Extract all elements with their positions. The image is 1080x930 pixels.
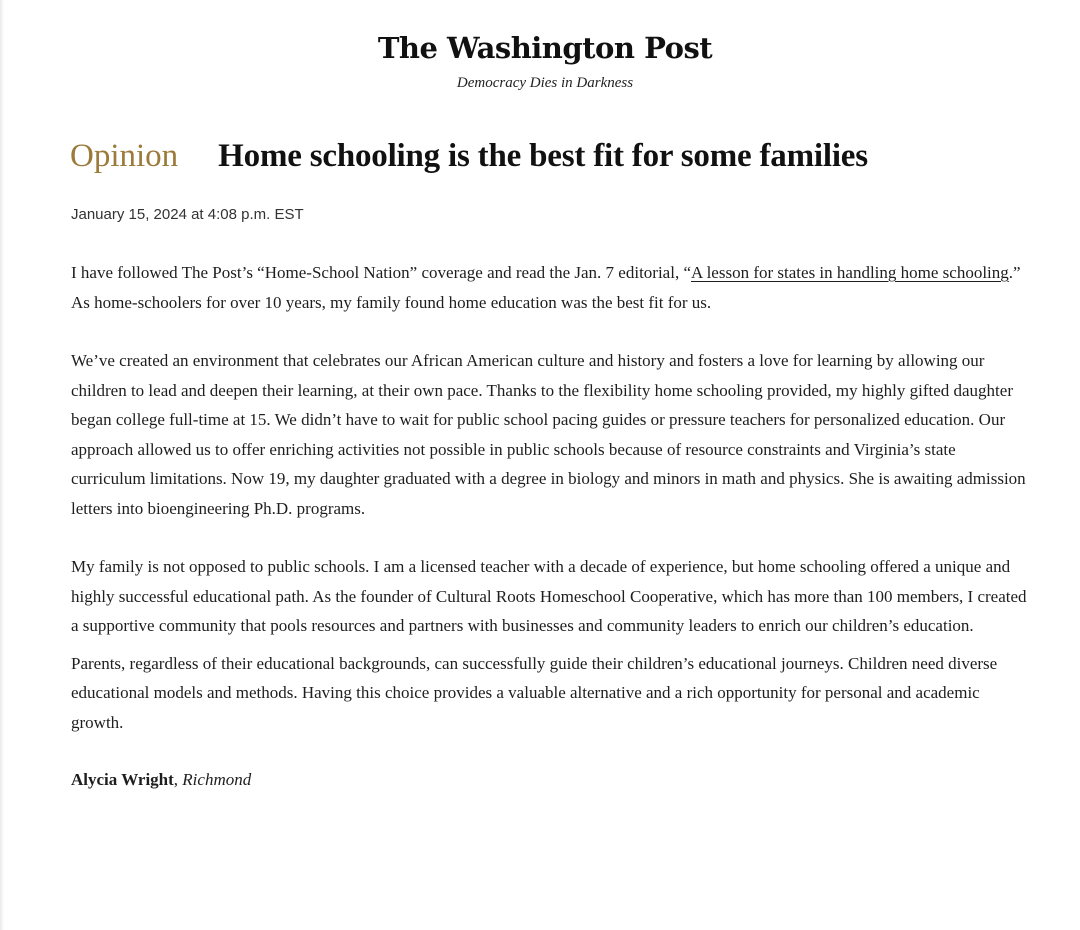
publication-logo[interactable]: The Washington Post	[377, 31, 713, 65]
paragraph-3: My family is not opposed to public schools. I am a licensed teacher with a decade of experience, but home schooling offered a unique and highly successful educational path. As the founder of Cultural Roots Homeschool Cooperative, which has more than 100 members, I created a supportive community that pools resources and partners with businesses and community leaders to enrich our children’s education.	[71, 557, 1027, 635]
paragraph-1-text-end: .” As home-schoolers for over 10 years, my family found home education was the best fit for us.	[71, 263, 1021, 312]
letter-signature	[71, 765, 1031, 795]
paragraph-2: We’ve created an environment that celebrates our African American culture and history and fosters a love for learning by allowing our children to lead and deepen their learning, at their own pace. Thanks to the flexibility home schooling provided, my highly gifted daughter began college full-time at 15. We didn’t have to wait for public school pacing guides or pressure teachers for personalized education. Our approach allowed us to offer enriching activities not possible in public schools because of resource constraints and Virginia’s state curriculum limitations. Now 19, my daughter graduated with a degree in biology and minors in math and physics. She is awaiting admission letters into bioengineering Ph.D. programs.	[71, 351, 1026, 518]
masthead	[0, 28, 1080, 92]
page-edge	[0, 0, 4, 930]
author-name: Alycia Wright	[71, 770, 174, 789]
author-location: Richmond	[182, 770, 252, 789]
section-kicker[interactable]: Opinion	[70, 138, 179, 174]
paragraph-1	[71, 258, 1031, 317]
editorial-link[interactable]: A lesson for states in handling home schooling	[691, 263, 1009, 282]
publication-tagline: Democracy Dies in Darkness	[456, 75, 634, 91]
paragraph-4: Parents, regardless of their educational backgrounds, can successfully guide their children’s educational journeys. Children need diverse educational models and methods. Having this choice provides a valuable alternative and a rich opportunity for personal and academic growth.	[71, 653, 998, 732]
signature-separator: ,	[173, 770, 183, 789]
paragraph-1-text-start: I have followed The Post’s “Home-School Nation” coverage and read the Jan. 7 editorial, “	[71, 263, 691, 282]
article-body	[71, 258, 1031, 795]
headline-row	[70, 138, 1060, 175]
article-dateline: January 15, 2024 at 4:08 p.m. EST	[71, 206, 304, 223]
article-headline: Home schooling is the best fit for some families	[218, 138, 868, 174]
